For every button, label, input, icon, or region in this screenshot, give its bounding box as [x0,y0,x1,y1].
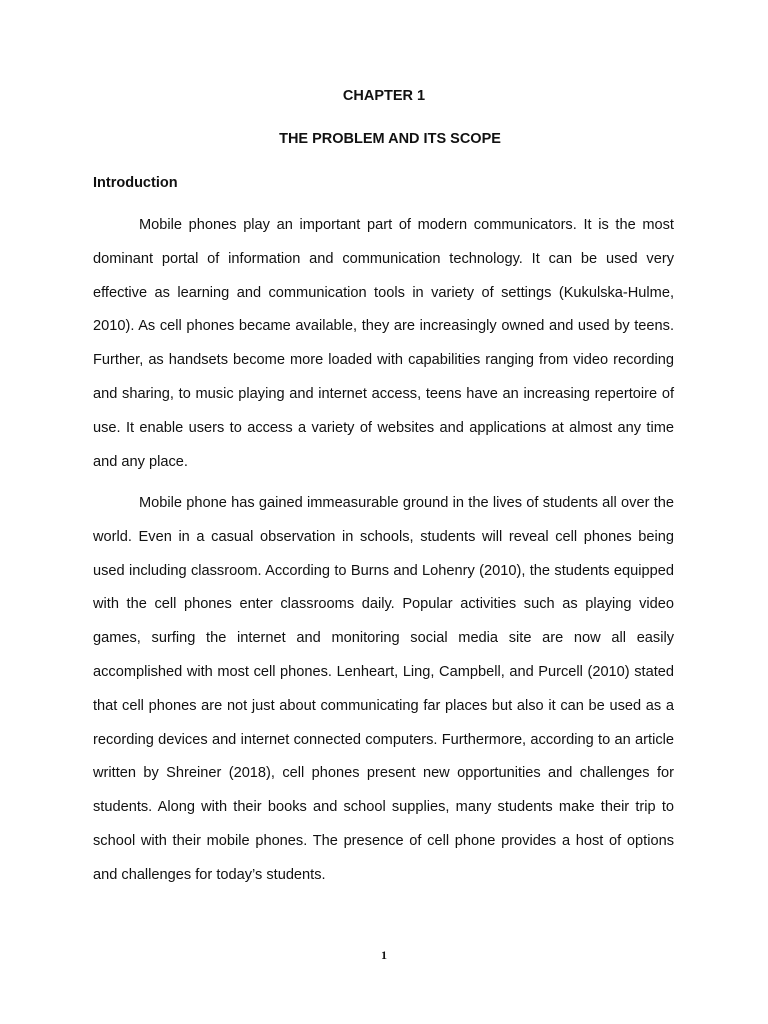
paragraph-2: Mobile phone has gained immeasurable ground in the lives of students all over the world. Even in a casual observation in schools, students will reveal cell phones being used including classroom. According to Burns and Lohenry (2010), the students equipped with the cell phones enter classrooms daily. Popular activities such as playing video games, surfing the internet and monitoring social media site are now all easily accomplished with most cell phones. Lenheart, Ling, Campbell, and Purcell (2010) stated that cell phones are not just about communicating far places but also it can be used as a recording devices and internet connected computers. Furthermore, according to an article written by Shreiner (2018), cell phones present new opportunities and challenges for students. Along with their books and school supplies, many students make their trip to school with their mobile phones. The presence of cell phone provides a host of options and challenges for today’s students. [93,495,674,883]
chapter-label: CHAPTER 1 [342,88,426,104]
paragraph-1: Mobile phones play an important part of modern communicators. It is the most dominant portal of information and communication technology. It can be used very effective as learning and communication tools in variety of settings (Kukulska-Hulme, 2010). As cell phones became available, they are increasingly owned and used by teens. Further, as handsets become more loaded with capabilities ranging from video recording and sharing, to music playing and internet access, teens have an increasing repertoire of use. It enable users to access a variety of websites and applications at almost any time and any place. [93,217,674,470]
page-number: 1 [381,948,387,962]
section-heading: Introduction [93,175,178,191]
chapter-title: THE PROBLEM AND ITS SCOPE [279,131,501,147]
